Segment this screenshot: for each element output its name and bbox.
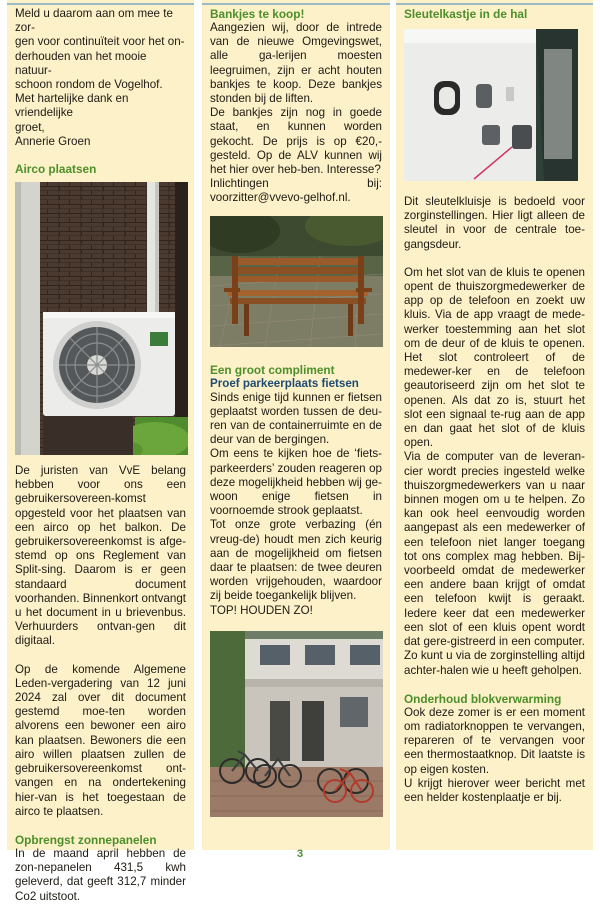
intro-line: Met hartelijke dank en vriendelijke [15, 92, 129, 120]
compliment-paragraph: Tot onze grote verbazing (én vreug-de) houdt men zich keurig aan de mogelijkheid om fietsen daar te plaatsen: de twee deuren worden vrijgehouden, waardoor zij beide toegankelijk blijven. [210, 518, 382, 603]
sleutelkastje-paragraph: Dit sleutelkluisje is bedoeld voor zorginstellingen. Hier ligt alleen de sleutel in voor de centrale toe-gangsdeur. [404, 195, 585, 251]
bankjes-heading: Bankjes te koop! [210, 7, 305, 21]
intro-line: Meld u daarom aan om mee te zor- [15, 7, 173, 35]
compliment-paragraph: Sinds enige tijd kunnen er fietsen geplaatst worden tussen de deu-ren van de containerruimte en de deur van de bergingen. [210, 390, 382, 447]
bankjes-paragraph: De bankjes zijn nog in goede staat, en kunnen worden gekocht. De prijs is op €20,- gesteld. Op de ALV kunnen wij het hier over heb-ben. Interesse? [210, 106, 382, 177]
keybox-photo [404, 29, 578, 181]
bankjes-contact: Inlichtingen bij: voorzitter@vvevo-gelhof.nl. [210, 177, 382, 205]
intro-line: gen voor continuïteit voor het on- [15, 35, 185, 49]
column-rule [396, 3, 593, 5]
zonnepanelen-heading: Opbrengst zonnepanelen [15, 832, 157, 847]
signature-name: Annerie Groen [15, 134, 91, 148]
page-number: 3 [296, 848, 304, 860]
compliment-subheading: Proef parkeerplaats fietsen [210, 376, 359, 390]
zonnepanelen-paragraph: In de maand april hebben de zon-nepanelen 431,5 kwh geleverd, dat geeft 312,7 minder Co2 uitstoot. [15, 846, 186, 903]
intro-line: derhouden van het mooie natuur- [15, 49, 147, 77]
sleutelkastje-paragraph: Om het slot van de kluis te openen opent de thuiszorgmedewerker de app op de telefoon en zoekt uw kluis. Via de app vraagt de mede-werker toestemming aan het slot om de deur of de kluis te openen. Het slot controleert of de medewer-ker en de telefoon geautoriseerd zijn om het slot te openen. Als dat zo is, stuurt het slot een signaal te-rug aan de app en dan gaat het slot of de kluis open. [404, 265, 585, 450]
compliment-closing: TOP! HOUDEN ZO! [210, 603, 313, 617]
airco-photo [15, 182, 188, 455]
blokverwarming-heading: Onderhoud blokverwarming [404, 691, 562, 706]
airco-heading: Airco plaatsen [15, 162, 97, 177]
column-rule [7, 3, 194, 5]
bankjes-paragraph: Aangezien wij, door de intrede van de nieuwe Omgevingswet, alle ga-lerijen moesten leegruimen, zijn er acht houten bankjes te koop. Deze bankjes stonden bij de liften. [210, 21, 382, 106]
compliment-paragraph: Om eens te kijken hoe de ‘fiets-parkeerders’ zouden reageren op deze mogelijkheid hebben wij ge-woon enige fietsen in voornoemde strook geplaatst. [210, 447, 382, 518]
column-rule [202, 3, 390, 5]
intro-line: groet, [15, 120, 45, 134]
column-right [396, 0, 593, 850]
bikes-photo [210, 631, 383, 817]
airco-paragraph: De juristen van VvE belang hebben voor ons een gebruikersovereen-komst opgesteld voor het plaatsen van een airco op het balkon. De gebruikersovereenkomst is afge-stemd op ons Reglement van Split-sing. Daarom is er geen standaard document voorhanden. Binnenkort ontvangt u het document in u brievenbus. Verhuurders ontvan-gen dit digitaal. [15, 464, 186, 648]
sleutelkastje-heading: Sleutelkastje in de hal [404, 7, 528, 21]
intro-line: schoon rondom de Vogelhof. [15, 78, 163, 92]
blokverwarming-paragraph: Ook deze zomer is er een moment om radiatorknoppen te vervangen, repareren of te vervangen voor een thermostaatknop. Dit laatste is op eigen kosten. [404, 705, 585, 776]
blokverwarming-paragraph: U krijgt hierover weer bericht met een helder kostenplaatje er bij. [404, 776, 585, 804]
bench-photo [210, 216, 383, 347]
column-left [7, 0, 194, 903]
column-middle [202, 0, 390, 850]
sleutelkastje-paragraph: Via de computer van de leveran-cier wordt precies ingesteld welke thuiszorgmedewerkers van u naar binnen mogen om u te helpen. Zo kan ook heel eenvoudig worden aangepast als een medewerker of een telefoon niet langer toegang tot ons complex mag hebben. Bij-voorbeeld omdat de medewerker een andere baan krijgt of omdat een telefoon kwijt is geraakt. Iedere keer dat een medewerker een slot of een kluis opent wordt dat gere-gistreerd in een computer. Zo kunt u via de zorginstelling altijd achter-halen wie u heeft geholpen. [404, 450, 585, 677]
airco-paragraph: Op de komende Algemene Leden-vergadering van 12 juni 2024 zal over dit document gestemd moe-ten worden alvorens een bewoner een airo kan plaatsen. Bewoners die een airo willen plaatsen zullen de gebruikersovereenkomst ont-vangen en na ondertekening hier-van is het toegestaan de airco te plaatsen. [15, 662, 186, 818]
compliment-heading: Een groot compliment [210, 362, 335, 377]
